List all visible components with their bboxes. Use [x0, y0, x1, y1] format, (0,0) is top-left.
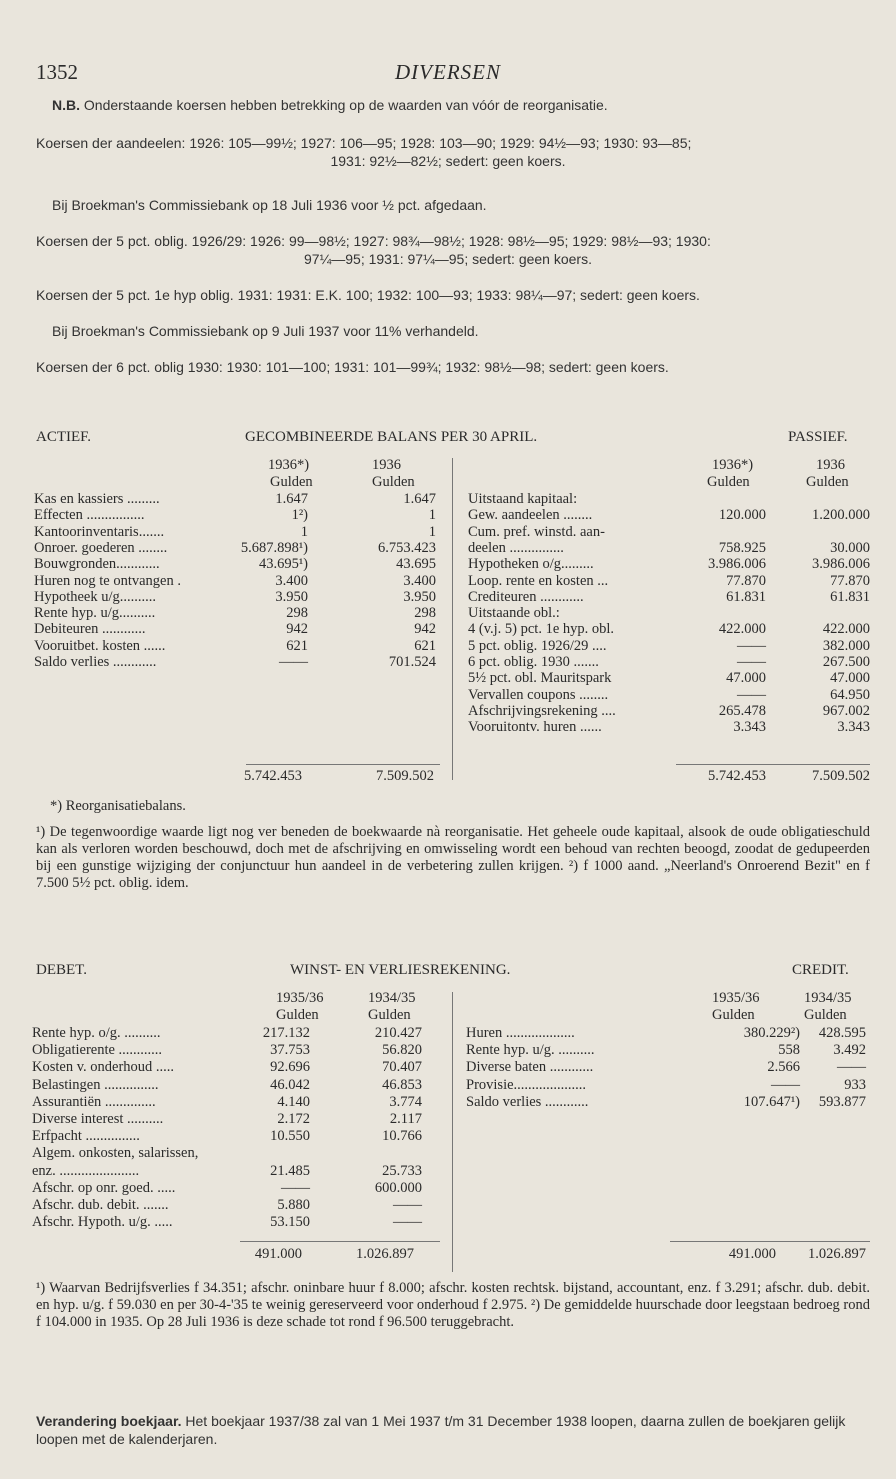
row-value: 942 [286, 621, 308, 638]
row-label: Diverse interest .......... [32, 1111, 164, 1127]
balans-left-total-rule [246, 764, 440, 765]
row-value: —— [737, 686, 766, 703]
table-row [452, 687, 896, 704]
row-value: 30.000 [830, 539, 870, 556]
table-row [0, 1077, 452, 1094]
total-value: 491.000 [728, 1246, 776, 1262]
row-value: 3.950 [403, 588, 436, 605]
final-note [36, 1412, 870, 1448]
table-row [0, 1059, 452, 1076]
row-value: 298 [286, 605, 308, 622]
row-value: 1.647 [275, 491, 308, 507]
row-label: Hypotheek u/g.......... [34, 588, 157, 605]
table-row [452, 1077, 896, 1094]
row-value: 758.925 [718, 539, 766, 556]
row-label: Huren nog te ontvangen . [34, 572, 181, 589]
row-value: 92.696 [270, 1059, 310, 1076]
note-aandeelen-2: 1931: 92½—82½; sedert: geen koers. [330, 153, 566, 169]
final-lead: Verandering boekjaar. [36, 1413, 182, 1429]
row-label: Debiteuren ............ [34, 621, 146, 638]
row-value: 380.229²) [743, 1025, 800, 1041]
row-label: Bouwgronden............ [34, 556, 160, 573]
row-value: 558 [778, 1042, 800, 1059]
row-value: 46.042 [270, 1076, 310, 1093]
row-value: —— [281, 1179, 310, 1196]
table-row [452, 556, 896, 573]
row-value: 933 [844, 1076, 866, 1093]
row-label: Cum. pref. winstd. aan- [468, 523, 605, 540]
table-row [452, 1059, 896, 1076]
table-row [0, 1042, 452, 1059]
row-value: 593.877 [818, 1093, 866, 1110]
table-row [0, 638, 452, 655]
row-label: Hypotheken o/g......... [468, 556, 594, 573]
note-broekman-2: Bij Broekman's Commissiebank op 9 Juli 1937 voor 11% verhandeld. [52, 323, 479, 339]
row-value: 10.766 [382, 1128, 422, 1145]
row-label: Vooruitontv. huren ...... [468, 719, 602, 736]
row-label: Kas en kassiers ......... [34, 491, 160, 507]
table-row [452, 1025, 896, 1042]
row-value: 120.000 [718, 507, 766, 524]
row-value: 600.000 [374, 1179, 422, 1196]
total-value: 1.026.897 [356, 1246, 414, 1262]
table-row [0, 556, 452, 573]
table-row [0, 1214, 452, 1231]
balans-right-total-rule [676, 764, 870, 765]
balans-title: GECOMBINEERDE BALANS PER 30 APRIL. [245, 429, 538, 445]
table-row [0, 507, 452, 524]
table-row [452, 540, 896, 557]
col-head: 1936*) [268, 457, 310, 473]
row-label: Uitstaande obl.: [468, 605, 560, 622]
row-value: —— [393, 1214, 422, 1231]
table-row [0, 573, 452, 590]
col-unit: Gulden [712, 1007, 755, 1023]
table-row [452, 1042, 896, 1059]
table-row [452, 621, 896, 638]
row-value: 3.400 [403, 572, 436, 589]
row-label: Uitstaand kapitaal: [468, 491, 578, 507]
final-text: Het boekjaar 1937/38 zal van 1 Mei 1937 t/m 31 December 1938 loopen, daarna zullen de boekjaren gelijk loopen met de kalenderjaren. [36, 1413, 846, 1447]
col-head: 1936*) [712, 457, 754, 473]
row-label: Assurantiën .............. [32, 1093, 156, 1110]
row-value: —— [393, 1197, 422, 1213]
col-head: 1936 [816, 457, 845, 473]
row-label: Afschr. dub. debit. ....... [32, 1197, 169, 1213]
row-value: 77.870 [830, 572, 870, 589]
row-value: 210.427 [374, 1025, 422, 1041]
table-row [0, 540, 452, 557]
row-value: 3.400 [275, 572, 308, 589]
row-value: 6.753.423 [378, 539, 436, 556]
row-label: Kantoorinventaris....... [34, 523, 165, 540]
row-value: 77.870 [726, 572, 766, 589]
table-row [0, 1128, 452, 1145]
row-label: deelen ............... [468, 539, 564, 556]
row-label: Afschr. op onr. goed. ..... [32, 1179, 176, 1196]
row-value: 10.550 [270, 1128, 310, 1145]
row-value: 967.002 [822, 702, 870, 719]
row-value: —— [737, 637, 766, 654]
note-aandeelen-1: Koersen der aandeelen: 1926: 105—99½; 1927: 106—95; 1928: 103—90; 1929: 94½—93; 1930: 93—85; [36, 135, 692, 151]
winst-left-total-rule [240, 1241, 440, 1242]
row-label: Crediteuren ............ [468, 588, 584, 605]
row-value: 3.950 [275, 588, 308, 605]
col-head: 1936 [372, 457, 401, 473]
row-value: 1²) [291, 507, 308, 524]
col-head: 1934/35 [368, 990, 416, 1006]
balans-actief-title: ACTIEF. [36, 429, 92, 445]
winst-debet-title: DEBET. [36, 962, 87, 978]
col-unit: Gulden [804, 1007, 847, 1023]
table-row [0, 589, 452, 606]
row-value: 382.000 [822, 637, 870, 654]
table-row [0, 1111, 452, 1128]
table-row [452, 507, 896, 524]
page-header: DIVERSEN [395, 60, 501, 84]
row-value: 47.000 [830, 670, 870, 687]
row-label: Onroer. goederen ........ [34, 539, 168, 556]
row-label: Saldo verlies ............ [34, 654, 157, 670]
col-unit: Gulden [806, 474, 849, 490]
row-value: 70.407 [382, 1059, 422, 1076]
row-value: 3.343 [733, 719, 766, 736]
row-value: 46.853 [382, 1076, 422, 1093]
col-unit: Gulden [270, 474, 313, 490]
note-lead: N.B. [52, 97, 80, 113]
row-label: Provisie.................... [466, 1076, 587, 1093]
row-label: Obligatierente ............ [32, 1042, 163, 1059]
row-value: 2.172 [277, 1111, 310, 1127]
row-value: 621 [414, 637, 436, 654]
row-value: —— [737, 654, 766, 670]
note-broekman-1: Bij Broekman's Commissiebank op 18 Juli 1936 voor ½ pct. afgedaan. [52, 197, 487, 213]
col-head: 1935/36 [712, 990, 760, 1006]
row-value: 64.950 [830, 686, 870, 703]
row-value: 43.695¹) [258, 556, 308, 573]
winst-credit-title: CREDIT. [792, 962, 849, 978]
row-label: Diverse baten ............ [466, 1059, 594, 1076]
row-value: 5.880 [277, 1197, 310, 1213]
row-value: 2.566 [767, 1059, 800, 1076]
table-row [452, 1094, 896, 1111]
table-row [0, 491, 452, 508]
row-value: 2.117 [389, 1111, 422, 1127]
row-value: 3.986.006 [812, 556, 870, 573]
row-label: Afschrijvingsrekening .... [468, 702, 616, 719]
col-unit: Gulden [368, 1007, 411, 1023]
row-value: 422.000 [718, 621, 766, 638]
row-value: 4.140 [277, 1093, 310, 1110]
table-row [0, 1163, 452, 1180]
col-head: 1935/36 [276, 990, 324, 1006]
table-row [452, 589, 896, 606]
row-value: 265.478 [718, 702, 766, 719]
table-row [452, 670, 896, 687]
row-value: 267.500 [822, 654, 870, 670]
row-value: 1.200.000 [812, 507, 870, 524]
balans-passief-table [452, 491, 896, 761]
row-value: 21.485 [270, 1162, 310, 1179]
table-row [452, 638, 896, 655]
row-label: Belastingen ............... [32, 1076, 159, 1093]
row-value: 3.343 [837, 719, 870, 736]
row-value: —— [837, 1059, 866, 1076]
row-value: 298 [414, 605, 436, 622]
table-row [0, 621, 452, 638]
row-label: enz. ...................... [32, 1162, 140, 1179]
row-value: 56.820 [382, 1042, 422, 1059]
row-label: 5½ pct. obl. Mauritspark [468, 670, 612, 687]
row-label: Rente hyp. o/g. .......... [32, 1025, 161, 1041]
row-label: 4 (v.j. 5) pct. 1e hyp. obl. [468, 621, 615, 638]
note-oblig-1: Koersen der 5 pct. oblig. 1926/29: 1926: 99—98½; 1927: 98¾—98½; 1928: 98½—95; 1929: 98½—93; 1930: [36, 233, 711, 249]
total-value: 7.509.502 [376, 768, 434, 784]
table-row [0, 1180, 452, 1197]
total-value: 5.742.453 [708, 768, 766, 784]
balans-star-note: *) Reorganisatiebalans. [50, 798, 186, 814]
table-row [0, 1145, 452, 1162]
row-label: Gew. aandeelen ........ [468, 507, 593, 524]
row-value: 701.524 [388, 654, 436, 670]
note-text: Onderstaande koersen hebben betrekking op de waarden van vóór de reorganisatie. [80, 97, 608, 113]
row-label: Saldo verlies ............ [466, 1093, 589, 1110]
row-value: 942 [414, 621, 436, 638]
note-6pct: Koersen der 6 pct. oblig 1930: 1930: 101—100; 1931: 101—99¾; 1932: 98½—98; sedert: geen koers. [36, 359, 669, 375]
row-value: 422.000 [822, 621, 870, 638]
note-oblig-2: 97¼—95; 1931: 97¼—95; sedert: geen koers. [304, 251, 592, 267]
page-number: 1352 [36, 60, 78, 84]
table-row [452, 654, 896, 671]
col-unit: Gulden [372, 474, 415, 490]
note-hyp-oblig: Koersen der 5 pct. 1e hyp oblig. 1931: 1931: E.K. 100; 1932: 100—93; 1933: 98¼—97; sedert: geen koers. [36, 287, 700, 303]
total-value: 7.509.502 [812, 768, 870, 784]
total-value: 5.742.453 [244, 768, 302, 784]
row-label: Loop. rente en kosten ... [468, 572, 609, 589]
table-row [0, 605, 452, 622]
table-row [0, 654, 452, 671]
table-row [452, 573, 896, 590]
winst-credit-table [452, 1025, 896, 1115]
table-row [0, 524, 452, 541]
table-row [452, 703, 896, 720]
row-value: 217.132 [262, 1025, 310, 1041]
row-value: 107.647¹) [743, 1093, 800, 1110]
note-nb [52, 96, 608, 114]
table-row [452, 719, 896, 736]
row-label: Vooruitbet. kosten ...... [34, 637, 166, 654]
table-row [452, 524, 896, 541]
total-value: 1.026.897 [808, 1246, 866, 1262]
table-row [0, 1197, 452, 1214]
row-value: 5.687.898¹) [240, 539, 308, 556]
table-row [0, 1025, 452, 1042]
row-label: Rente hyp. u/g.......... [34, 605, 156, 622]
winst-debet-table [0, 1025, 452, 1235]
balans-footnote: ¹) De tegenwoordige waarde ligt nog ver beneden de boekwaarde nà reorganisatie. Het geheele oude kapitaal, alsook de oude obligatieschuld kan als verloren worden beschouwd, doch met de afschrijving en omwisseling wordt een behoud van rechten beoogd, zoodat de gedupeerden bij een gunstige wijziging der conjunctuur hun aandeel in de verbetering zullen krijgen. ²) f 1000 aand. „Neerland's Onroerend Bezit" en f 7.500 5½ pct. oblig. idem. [36, 824, 870, 891]
row-value: 1 [428, 523, 436, 540]
row-label: 5 pct. oblig. 1926/29 .... [468, 637, 607, 654]
row-value: —— [279, 654, 308, 670]
winst-title: WINST- EN VERLIESREKENING. [290, 962, 511, 978]
balans-actief-table [0, 491, 452, 691]
row-value: 3.492 [833, 1042, 866, 1059]
row-value: 3.986.006 [708, 556, 766, 573]
col-unit: Gulden [707, 474, 750, 490]
row-label: Effecten ................ [34, 507, 145, 524]
row-value: 25.733 [382, 1162, 422, 1179]
row-value: 428.595 [818, 1025, 866, 1041]
row-value: 1 [300, 523, 308, 540]
row-value: 47.000 [726, 670, 766, 687]
table-row [0, 1094, 452, 1111]
row-value: 43.695 [396, 556, 436, 573]
row-value: 61.831 [726, 588, 766, 605]
row-label: Rente hyp. u/g. .......... [466, 1042, 595, 1059]
row-label: Huren ................... [466, 1025, 575, 1041]
row-label: Algem. onkosten, salarissen, [32, 1145, 199, 1162]
col-unit: Gulden [276, 1007, 319, 1023]
row-value: 621 [286, 637, 308, 654]
row-value: 61.831 [830, 588, 870, 605]
table-row [452, 491, 896, 508]
row-value: 37.753 [270, 1042, 310, 1059]
row-label: Kosten v. onderhoud ..... [32, 1059, 175, 1076]
row-value: 1 [428, 507, 436, 524]
col-head: 1934/35 [804, 990, 852, 1006]
table-row [452, 605, 896, 622]
row-label: 6 pct. oblig. 1930 ....... [468, 654, 599, 670]
balans-passief-title: PASSIEF. [788, 429, 848, 445]
winst-right-total-rule [670, 1241, 870, 1242]
row-label: Afschr. Hypoth. u/g. ..... [32, 1214, 173, 1231]
row-value: 1.647 [403, 491, 436, 507]
row-label: Erfpacht ............... [32, 1128, 140, 1145]
winst-footnote: ¹) Waarvan Bedrijfsverlies f 34.351; afschr. oninbare huur f 8.000; afschr. kosten rechtsk. bijstand, accountant, enz. f 3.291; afschr. dub. debit. en hyp. u/g. f 59.030 en per 30-4-'35 te weinig gereserveerd voor onderhoud f 2.975. ²) De gemiddelde huurschade door leegstaan bedroeg rond f 104.000 in 1935. Op 28 Juli 1936 is deze schade tot rond f 96.500 teruggebracht. [36, 1280, 870, 1330]
row-value: 3.774 [389, 1093, 422, 1110]
row-value: 53.150 [270, 1214, 310, 1231]
row-value: —— [771, 1076, 800, 1093]
row-label: Vervallen coupons ........ [468, 686, 609, 703]
total-value: 491.000 [254, 1246, 302, 1262]
